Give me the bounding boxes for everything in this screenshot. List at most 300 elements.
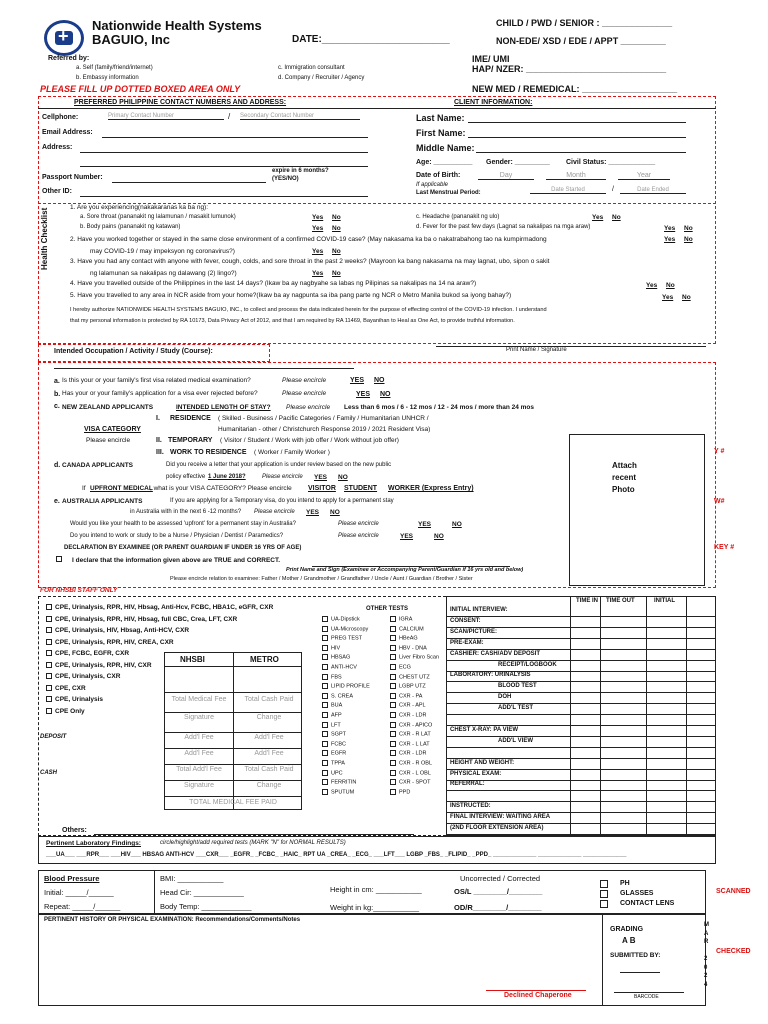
package-checkbox[interactable] — [46, 662, 52, 668]
referred-a: a. Self (family/friend/internet) — [76, 65, 153, 71]
bmi-field[interactable]: BMI: ___________ — [160, 874, 224, 883]
aus-q1: If you are applying for a Temporary visa, do you intend to apply for a permanent stay — [170, 498, 394, 504]
other-test-label: UA-Microscopy — [331, 626, 369, 633]
other-id-label: Other ID: — [42, 188, 72, 195]
other-test-checkbox[interactable] — [390, 645, 396, 651]
fee-cell[interactable]: Total Cash Paid — [244, 696, 294, 703]
aus-applicants: AUSTRALIA APPLICANTS — [62, 498, 143, 505]
nz-length-options[interactable]: Less than 6 mos / 6 - 12 mos / 12 - 24 mos / more than 24 mos — [344, 404, 535, 411]
q2-yes[interactable]: Yes — [664, 236, 676, 243]
lmp-start[interactable]: Date Started — [530, 187, 606, 194]
other-test-checkbox[interactable] — [390, 664, 396, 670]
visa-a-encircle: Please encircle — [282, 377, 327, 384]
other-test-option[interactable] — [390, 683, 426, 689]
other-test-checkbox[interactable] — [390, 760, 396, 766]
dob-day[interactable]: Day — [478, 172, 534, 180]
other-test-option[interactable] — [390, 712, 427, 718]
other-test-label: LFT — [331, 722, 341, 729]
w-number: W# — [714, 498, 725, 505]
other-test-checkbox[interactable] — [390, 741, 396, 747]
fee-cell[interactable]: Total Add'l Fee — [176, 766, 222, 773]
tracking-row-label: RECEIPT/LOGBOOK — [498, 661, 557, 668]
q3b: ng lalamunan sa nakalipas ng dalawang (2) lingo?) — [90, 270, 237, 277]
canada-visitor[interactable]: VISITOR — [308, 485, 336, 492]
other-test-checkbox[interactable] — [322, 635, 328, 641]
other-test-label: CXR - L LAT — [399, 741, 430, 748]
other-test-checkbox[interactable] — [390, 683, 396, 689]
other-test-option[interactable] — [322, 654, 350, 660]
fee-row-line — [164, 748, 302, 749]
new-med-field[interactable]: NEW MED / REMEDICAL: ___________________ — [472, 84, 678, 94]
nz-temporary: TEMPORARY — [168, 437, 213, 444]
canada-yes[interactable]: YES — [314, 474, 328, 481]
package-label: CPE, FCBC, EGFR, CXR — [55, 650, 130, 657]
other-test-checkbox[interactable] — [322, 702, 328, 708]
upfront-medical: UPFRONT MEDICAL — [90, 485, 153, 492]
first-name-label: First Name: — [416, 128, 466, 138]
other-test-label: CALCIUM — [399, 626, 424, 633]
declare-checkbox[interactable] — [56, 556, 62, 562]
body-temp-field[interactable]: Body Temp: ____________ — [160, 902, 252, 911]
other-test-checkbox[interactable] — [322, 712, 328, 718]
glasses-option[interactable] — [600, 890, 612, 898]
tracking-row-label: DOH — [498, 694, 512, 701]
other-test-option[interactable] — [322, 616, 360, 622]
declined-chaperone[interactable]: Declined Chaperone — [504, 992, 572, 999]
other-test-checkbox[interactable] — [322, 779, 328, 785]
tracking-row-label: ADD'L TEST — [498, 705, 533, 712]
submitted-by-input[interactable] — [620, 972, 660, 973]
tracking-row-label: ADD'L VIEW — [498, 737, 533, 744]
fee-cell[interactable]: Total Cash Paid — [244, 766, 294, 773]
mar-letter: 4 — [704, 981, 708, 988]
nz-work-residence: WORK TO RESIDENCE — [170, 449, 247, 456]
ph-checkbox[interactable] — [600, 880, 608, 888]
canada-no[interactable]: NO — [338, 474, 348, 481]
aus-q3-yes[interactable]: YES — [400, 533, 414, 540]
visa-a-question: Is this your or your family's first visa related medical examination? — [62, 377, 251, 384]
other-test-option[interactable] — [390, 789, 410, 795]
fee-row-line — [164, 712, 302, 713]
tracking-row-label: SCAN/PICTURE: — [450, 628, 498, 635]
other-test-checkbox[interactable] — [322, 616, 328, 622]
tracking-row-line — [446, 692, 716, 693]
other-test-checkbox[interactable] — [322, 789, 328, 795]
q1d-no[interactable]: No — [684, 225, 693, 232]
aus-q1-yes[interactable]: YES — [306, 509, 320, 516]
contact-lens-option[interactable] — [600, 900, 612, 908]
other-test-label: SPUTUM — [331, 789, 355, 796]
other-test-option[interactable] — [322, 712, 342, 718]
package-option[interactable] — [46, 673, 120, 680]
other-test-option[interactable] — [390, 616, 412, 622]
q5-yes[interactable]: Yes — [662, 294, 674, 301]
other-test-checkbox[interactable] — [390, 616, 396, 622]
other-test-option[interactable] — [390, 626, 424, 632]
other-test-checkbox[interactable] — [390, 712, 396, 718]
other-test-option[interactable] — [322, 731, 346, 737]
grading-ab[interactable]: A B — [622, 936, 636, 945]
package-option[interactable] — [46, 685, 86, 692]
other-test-option[interactable] — [322, 635, 362, 641]
other-test-option[interactable] — [390, 702, 426, 708]
package-option[interactable] — [46, 662, 152, 669]
package-option[interactable] — [46, 708, 85, 715]
glasses-checkbox[interactable] — [600, 890, 608, 898]
nz-i: I. — [156, 415, 160, 422]
age-field[interactable]: Age: __________ — [416, 159, 473, 166]
tracking-row-line — [446, 671, 716, 672]
package-option[interactable] — [46, 650, 129, 657]
middle-name-label: Middle Name: — [416, 143, 475, 153]
company-name: Nationwide Health Systems — [92, 18, 262, 33]
bp-initial[interactable]: Initial: _____/______ — [44, 888, 114, 897]
canada-applicants: CANADA APPLICANTS — [62, 462, 134, 469]
dob-label: Date of Birth: — [416, 172, 461, 179]
child-pwd-senior[interactable]: CHILD / PWD / SENIOR : ______________ — [496, 18, 673, 28]
other-test-label: IGRA — [399, 616, 413, 623]
fee-cell[interactable]: Total Medical Fee — [171, 696, 227, 703]
fee-cell[interactable]: Signature — [184, 714, 214, 721]
head-cir-field[interactable]: Head Cir: ____________ — [160, 888, 244, 897]
tracking-row-line — [446, 714, 716, 715]
other-test-option[interactable] — [390, 750, 427, 756]
q1: 1. Are you experiencing(nakakaranas ka ba ng): — [70, 204, 209, 211]
gender-field[interactable]: Gender: _________ — [486, 159, 550, 166]
other-test-checkbox[interactable] — [322, 722, 328, 728]
package-checkbox[interactable] — [46, 650, 52, 656]
other-test-option[interactable] — [322, 693, 353, 699]
package-label: CPE, CXR — [55, 684, 86, 692]
other-test-option[interactable] — [390, 741, 430, 747]
tracking-row-line — [446, 769, 716, 770]
civil-status-field[interactable]: Civil Status: ____________ — [566, 159, 656, 166]
q1b-yes[interactable]: Yes — [312, 225, 324, 232]
other-test-checkbox[interactable] — [322, 760, 328, 766]
package-option[interactable] — [46, 604, 273, 611]
q4-no[interactable]: No — [666, 282, 675, 289]
tracking-row-line — [446, 812, 716, 813]
health-checklist-label: Health Checklist — [40, 207, 49, 270]
q4: 4. Have you travelled outside of the Philippines in the last 14 days? (Ikaw ba ay nagbyahe sa labas ng Pilipinas sa nakalipas na 14 na araw?) — [70, 280, 477, 287]
date-field[interactable]: DATE:_______________________ — [292, 34, 450, 45]
nz-applicants: NEW ZEALAND APPLICANTS — [62, 404, 154, 411]
fee-cell[interactable]: Add'l Fee — [254, 734, 284, 741]
other-test-label: CXR - SPOT — [399, 779, 431, 786]
other-test-option[interactable] — [322, 645, 340, 651]
first-name-input[interactable] — [468, 137, 686, 138]
package-option[interactable] — [46, 627, 189, 634]
expire-yesno[interactable]: (YES/NO) — [272, 176, 299, 182]
photo-label: Photo — [612, 485, 635, 494]
other-test-option[interactable] — [322, 750, 346, 756]
q2b-no[interactable]: No — [332, 248, 341, 255]
tracking-row-label: HEIGHT AND WEIGHT: — [450, 759, 515, 766]
other-test-checkbox[interactable] — [390, 674, 396, 680]
other-test-label: CXR - APL — [399, 702, 426, 709]
other-test-option[interactable] — [322, 770, 343, 776]
package-checkbox[interactable] — [46, 708, 52, 714]
other-test-label: CXR - L OBL — [399, 770, 431, 777]
package-label: CPE, Urinalysis, CXR — [55, 673, 121, 680]
last-name-label: Last Name: — [416, 113, 465, 123]
aus-q1b: in Australia with in the next 6 -12 months? — [130, 509, 242, 515]
other-test-option[interactable] — [390, 635, 418, 641]
visa-a-yes[interactable]: YES — [350, 377, 365, 384]
tracking-row-label: BLOOD TEST — [498, 683, 537, 690]
visa-a-no[interactable]: NO — [374, 377, 385, 384]
other-id-input[interactable] — [80, 196, 368, 197]
other-test-option[interactable] — [390, 674, 430, 680]
q3-yes[interactable]: Yes — [312, 270, 324, 277]
other-test-label: ANTI-HCV — [331, 664, 357, 671]
other-test-option[interactable] — [390, 770, 431, 776]
other-test-checkbox[interactable] — [322, 654, 328, 660]
non-ede-field[interactable]: NON-EDE/ XSD / EDE / APPT _________ — [496, 36, 666, 46]
bp-label: Blood Pressure — [44, 874, 100, 883]
other-test-option[interactable] — [322, 760, 345, 766]
visa-e-letter: e. — [54, 498, 60, 505]
last-name-input[interactable] — [468, 122, 686, 123]
nz-work-residence-options[interactable]: ( Worker / Family Worker ) — [254, 449, 330, 456]
other-test-checkbox[interactable] — [390, 722, 396, 728]
tracking-row-label: PHYSICAL EXAM: — [450, 770, 502, 777]
other-test-checkbox[interactable] — [322, 731, 328, 737]
other-test-checkbox[interactable] — [322, 741, 328, 747]
occupation-input[interactable] — [54, 368, 354, 369]
package-checkbox[interactable] — [46, 673, 52, 679]
tracking-row-line — [446, 649, 716, 650]
other-test-option[interactable] — [322, 702, 342, 708]
package-checkbox[interactable] — [46, 604, 52, 610]
canada-student[interactable]: STUDENT — [344, 485, 378, 492]
fee-cell[interactable]: Change — [256, 714, 282, 721]
nz-encircle: Please encircle — [286, 404, 331, 411]
barcode-line — [614, 992, 684, 993]
contact-lens-checkbox[interactable] — [600, 900, 608, 908]
other-test-checkbox[interactable] — [390, 750, 396, 756]
weight-field[interactable]: Weight in kg:___________ — [330, 903, 420, 912]
package-checkbox[interactable] — [46, 639, 52, 645]
visa-category-encircle: Please encircle — [86, 437, 131, 444]
email-input[interactable] — [102, 137, 368, 138]
other-test-checkbox[interactable] — [322, 645, 328, 651]
other-test-label: CXR - R LAT — [399, 731, 431, 738]
address-input-1[interactable] — [80, 152, 368, 153]
other-test-checkbox[interactable] — [322, 683, 328, 689]
package-option[interactable] — [46, 616, 237, 623]
other-test-option[interactable] — [390, 731, 431, 737]
other-test-option[interactable] — [322, 741, 346, 747]
q1d-yes[interactable]: Yes — [664, 225, 676, 232]
grading-label: GRADING — [610, 926, 644, 933]
package-label: CPE, Urinalysis, RPR, HIV, CREA, CXR — [55, 638, 174, 646]
package-checkbox[interactable] — [46, 627, 52, 633]
q1b: b. Body pains (pananakit ng katawan) — [80, 224, 181, 230]
q1c-no[interactable]: No — [612, 214, 621, 221]
nz-temporary-options[interactable]: ( Visitor / Student / Work with job offer / Work without job offer) — [220, 437, 399, 444]
tracking-row-label: INITIAL INTERVIEW: — [450, 607, 508, 613]
time-in-col: TIME IN — [576, 598, 598, 604]
fee-cell[interactable]: Add'l Fee — [184, 734, 214, 741]
bp-repeat[interactable]: Repeat: _____/______ — [44, 902, 121, 911]
height-field[interactable]: Height in cm: ___________ — [330, 885, 422, 894]
address-input-2[interactable] — [80, 166, 368, 167]
q3: 3. Have you had any contact with anyone with fever, cough, colds, and sore throat in the past 2 weeks? (Mayroon ka bang nakasama na may lagnat, ubo, sipon o sakit — [70, 258, 550, 265]
fee-cell[interactable]: Change — [256, 782, 282, 789]
package-label: CPE, Urinalysis — [55, 696, 104, 703]
package-label: CPE, Urinalysis, RPR, HIV, Hbsag, Anti-Hcv, FCBC, HBA1C, eGFR, CXR — [55, 604, 274, 611]
other-test-option[interactable] — [390, 664, 411, 670]
canada-if: If — [82, 485, 86, 492]
fee-cell[interactable]: Signature — [184, 782, 214, 789]
other-test-option[interactable] — [322, 789, 354, 795]
other-test-option[interactable] — [322, 779, 356, 785]
other-test-label: SGPT — [331, 731, 346, 738]
package-label: CPE Only — [55, 707, 85, 715]
aus-q3-no[interactable]: NO — [434, 533, 444, 540]
company-branch: BAGUIO, Inc — [92, 32, 171, 47]
other-test-checkbox[interactable] — [390, 626, 396, 632]
other-test-option[interactable] — [322, 674, 342, 680]
other-test-checkbox[interactable] — [322, 750, 328, 756]
other-test-checkbox[interactable] — [322, 664, 328, 670]
q4-yes[interactable]: Yes — [646, 282, 658, 289]
checked-label: CHECKED — [716, 948, 751, 955]
tracking-row-line — [446, 801, 716, 802]
contact-header: PREFERRED PHILIPPINE CONTACT NUMBERS AND ADDRESS: — [74, 99, 287, 106]
other-test-label: CXR - LDR — [399, 712, 427, 719]
q2-no[interactable]: No — [684, 236, 693, 243]
total-fee-cell[interactable]: TOTAL MEDICAL FEE PAID — [189, 799, 277, 806]
package-option[interactable] — [46, 639, 174, 646]
other-test-option[interactable] — [322, 722, 341, 728]
other-test-checkbox[interactable] — [390, 635, 396, 641]
q1b-no[interactable]: No — [332, 225, 341, 232]
passport-input[interactable] — [112, 182, 266, 183]
package-checkbox[interactable] — [46, 616, 52, 622]
package-checkbox[interactable] — [46, 685, 52, 691]
declare-checkbox-row[interactable] — [56, 556, 65, 563]
sign-label: Print Name and Sign (Examinee or Accompanying Parent/Guardian if 16 yrs old and below) — [286, 567, 524, 573]
ph-option[interactable] — [600, 880, 612, 888]
dob-month[interactable]: Month — [546, 172, 606, 180]
other-test-label: PPD — [399, 789, 411, 796]
other-test-checkbox[interactable] — [390, 770, 396, 776]
print-name-label: Print Name / Signature — [506, 347, 567, 353]
other-test-label: Liver Fibro Scan — [399, 654, 440, 661]
package-label: CPE, Urinalysis, HIV, Hbsag, Anti-HCV, CXR — [55, 627, 190, 634]
other-test-label: HBSAG — [331, 654, 351, 661]
package-checkbox[interactable] — [46, 696, 52, 702]
hap-nzer-field[interactable]: HAP/ NZER: ____________________________ — [472, 64, 667, 74]
aus-q2-yes[interactable]: YES — [418, 521, 432, 528]
q3-no[interactable]: No — [332, 270, 341, 277]
lmp-end[interactable]: Date Ended — [620, 187, 686, 194]
nz-residence-options-2[interactable]: Humanitarian - other / Christchurch Response 2019 / 2021 Resident Visa) — [218, 426, 431, 433]
other-test-checkbox[interactable] — [390, 731, 396, 737]
other-test-option[interactable] — [322, 664, 357, 670]
package-option[interactable] — [46, 696, 103, 703]
tracking-row-line — [446, 790, 716, 791]
visa-b-yes[interactable]: YES — [356, 391, 371, 398]
other-test-label: EGFR — [331, 750, 347, 757]
mar-letter: 2 — [704, 973, 708, 979]
other-test-checkbox[interactable] — [390, 779, 396, 785]
dob-year[interactable]: Year — [618, 172, 670, 180]
other-test-checkbox[interactable] — [322, 674, 328, 680]
other-test-checkbox[interactable] — [322, 770, 328, 776]
tracking-row-label: FINAL INTERVIEW: WAITING AREA — [450, 814, 551, 821]
canada-worker[interactable]: WORKER (Express Entry) — [388, 485, 474, 492]
canada-june: 1 June 2018? — [208, 474, 246, 480]
other-test-checkbox[interactable] — [390, 654, 396, 660]
other-test-option[interactable] — [390, 760, 432, 766]
tracking-row-label: (2ND FLOOR EXTENSION AREA) — [450, 825, 544, 831]
other-test-option[interactable] — [322, 683, 370, 689]
middle-name-input[interactable] — [476, 152, 686, 153]
findings-tests[interactable]: ___UA___ ___RPR___ ___HIV___ HBSAG ANTI-HCV ___CXR___ _EGFR_ _FCBC_ _HAIC_ RPT UA _CREA_ _ECG_ ___LFT___ LGBP _FBS_ _FLIPID_ _PPD_ _____________ _____________ _____________ — [46, 852, 627, 858]
contact-lens-label: CONTACT LENS — [620, 900, 675, 907]
primary-contact-input[interactable]: Primary Contact Number — [108, 113, 224, 120]
nz-iii: III. — [156, 449, 164, 456]
q1c-yes[interactable]: Yes — [592, 214, 604, 221]
fee-cell[interactable]: Add'l Fee — [254, 750, 284, 757]
findings-hint: circle/highlight/add required tests (MARK "N" for NORMAL RESULTS) — [160, 840, 346, 846]
q1d: d. Fever for the past few days (Lagnat sa nakalipas na mga araw) — [416, 224, 591, 230]
nz-residence-options[interactable]: ( Skilled - Business / Pacific Categories / Family / Humanitarian UNHCR / — [218, 415, 429, 422]
other-test-checkbox[interactable] — [322, 693, 328, 699]
scanned-label: SCANNED — [716, 888, 751, 895]
other-test-checkbox[interactable] — [322, 626, 328, 632]
q2b-yes[interactable]: Yes — [312, 248, 324, 255]
other-test-option[interactable] — [390, 779, 430, 785]
deposit-label: DEPOSIT — [40, 734, 67, 740]
declaration-header: DECLARATION BY EXAMINEE (OR PARENT GUARDIAN IF UNDER 16 YRS OF AGE) — [64, 545, 302, 551]
q1a-yes[interactable]: Yes — [312, 214, 324, 221]
q5-no[interactable]: No — [682, 294, 691, 301]
other-test-checkbox[interactable] — [390, 789, 396, 795]
os-left-field[interactable]: OS/L ________/________ — [454, 887, 543, 896]
canada-q2: policy effective — [166, 474, 206, 480]
other-test-option[interactable] — [390, 654, 439, 660]
fee-row-line — [164, 764, 302, 765]
tracking-row-label: CASHIER: CASH/ADV DEPOSIT — [450, 650, 541, 657]
others-input[interactable] — [94, 834, 414, 835]
secondary-contact-input[interactable]: Secondary Contact Number — [240, 113, 360, 120]
other-test-option[interactable] — [390, 693, 422, 699]
aus-q2-no[interactable]: NO — [452, 521, 462, 528]
q1a: a. Sore throat (pananakit ng lalamunan / masakit lumunok) — [80, 214, 236, 220]
fee-cell[interactable]: Add'l Fee — [184, 750, 214, 757]
other-test-checkbox[interactable] — [390, 693, 396, 699]
other-test-checkbox[interactable] — [390, 702, 396, 708]
other-test-option[interactable] — [322, 626, 368, 632]
q2: 2. Have you worked together or stayed in the same close environment of a confirmed COVID-19 case? (May nakasama ka ba o nakatrabahong tao na kumpirmadong — [70, 236, 547, 243]
visa-d-letter: d. — [54, 462, 61, 469]
q1a-no[interactable]: No — [332, 214, 341, 221]
od-right-field[interactable]: OD/R________/________ — [454, 903, 542, 912]
other-test-option[interactable] — [390, 645, 427, 651]
expire-label: expire in 6 months? — [272, 168, 329, 174]
other-test-option[interactable] — [390, 722, 432, 728]
visa-b-no[interactable]: NO — [380, 391, 391, 398]
referred-c: c. Immigration consultant — [278, 65, 345, 71]
relation-encircle[interactable]: Please encircle relation to examinee: Father / Mother / Grandmother / Grandfather / Uncle / Aunt / Guardian / Brother / Sister — [170, 576, 473, 582]
visa-category-label: VISA CATEGORY — [84, 426, 141, 433]
aus-q1-no[interactable]: NO — [330, 509, 340, 516]
print-name-signature-line[interactable] — [436, 346, 706, 347]
